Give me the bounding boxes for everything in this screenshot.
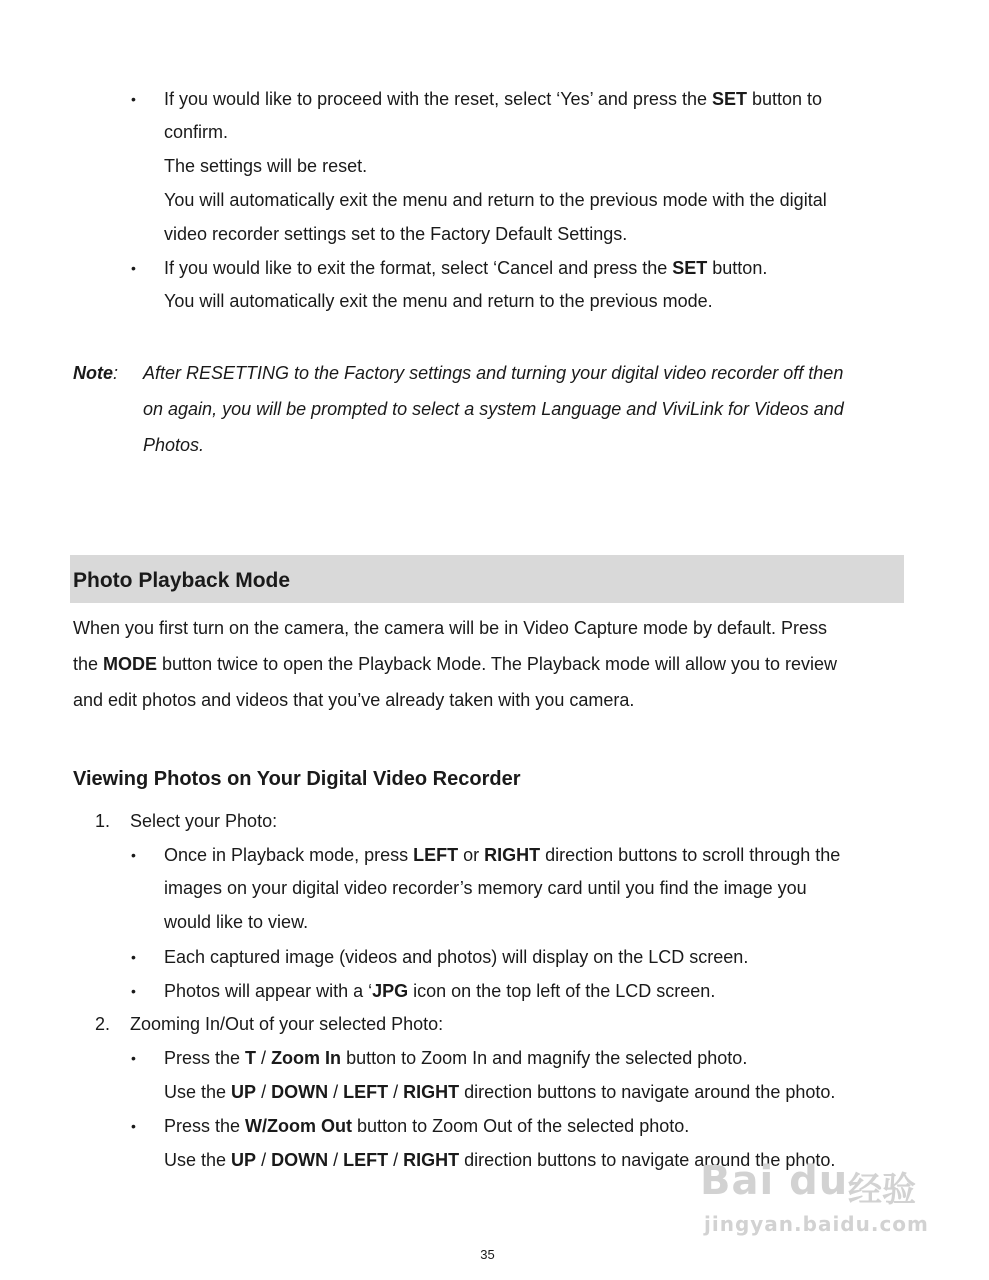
text-run: would like to view. — [164, 912, 309, 932]
text-run: button twice to open the Playback Mode. The Playback mode will allow you to review — [157, 654, 838, 674]
text-run: / — [328, 1150, 344, 1170]
text-run: You will automatically exit the menu and return to the previous mode with the digital — [164, 190, 827, 210]
bold-term: W/Zoom Out — [245, 1116, 353, 1136]
watermark-brand: Bai du — [700, 1158, 849, 1204]
text-run: If you would like to exit the format, select ‘Cancel and press the — [164, 258, 673, 278]
text-line — [164, 1115, 689, 1137]
text-line — [164, 844, 840, 866]
text-line — [164, 911, 308, 933]
text-line — [164, 946, 748, 968]
text-line — [164, 877, 807, 899]
bold-term: SET — [711, 89, 747, 109]
text-run: Press the — [164, 1048, 246, 1068]
bold-term: LEFT — [343, 1082, 389, 1102]
text-run: button to Zoom In and magnify the selected photo. — [341, 1048, 748, 1068]
bold-term: SET — [672, 258, 708, 278]
text-run: button to — [747, 89, 823, 109]
bullet: • — [131, 847, 136, 863]
text-run: The settings will be reset. — [164, 156, 368, 176]
text-run: / — [256, 1048, 272, 1068]
text-run: the — [73, 654, 104, 674]
text-run: / — [256, 1150, 272, 1170]
text-run: When you first turn on the camera, the camera will be in Video Capture mode by default. Press — [73, 618, 828, 638]
text-line — [73, 653, 837, 675]
note-label: Note: — [73, 363, 119, 383]
bold-term: JPG — [372, 981, 409, 1001]
text-run: button. — [707, 258, 768, 278]
text-run: or — [458, 845, 485, 865]
text-run: Use the — [164, 1150, 232, 1170]
bold-term: RIGHT — [484, 845, 541, 865]
text-line — [164, 223, 627, 245]
bullet: • — [131, 949, 136, 965]
bold-term: RIGHT — [403, 1150, 460, 1170]
bold-term: LEFT — [343, 1150, 389, 1170]
bold-term: T — [245, 1048, 257, 1068]
text-line — [164, 1047, 747, 1069]
bold-term: UP — [231, 1082, 257, 1102]
text-run: confirm. — [164, 122, 229, 142]
text-run: You will automatically exit the menu and return to the previous mode. — [164, 291, 713, 311]
bold-term: UP — [231, 1150, 257, 1170]
text-run: video recorder settings set to the Factory Default Settings. — [164, 224, 628, 244]
subsection-title: Viewing Photos on Your Digital Video Recorder — [73, 768, 521, 790]
bold-term: DOWN — [271, 1082, 329, 1102]
text-line — [164, 257, 767, 279]
note-text-line: After RESETTING to the Factory settings and turning your digital video recorder off then — [143, 363, 844, 383]
bullet: • — [131, 260, 136, 276]
section-title: Photo Playback Mode — [73, 569, 291, 592]
bullet: • — [131, 1050, 136, 1066]
text-run: If you would like to proceed with the reset, select ‘Yes’ and press the — [164, 89, 712, 109]
text-line — [73, 689, 634, 711]
text-run: / — [388, 1150, 404, 1170]
text-line — [164, 88, 822, 110]
bold-term: MODE — [103, 654, 158, 674]
bullet: • — [131, 983, 136, 999]
text-run: direction buttons to navigate around the photo. — [459, 1082, 836, 1102]
baidu-watermark — [700, 1140, 940, 1250]
text-run: and edit photos and videos that you’ve already taken with you camera. — [73, 690, 635, 710]
step-number: 2. — [95, 1014, 111, 1034]
note-text-line: on again, you will be prompted to select a system Language and ViviLink for Videos and — [143, 399, 844, 419]
text-run: Once in Playback mode, press — [164, 845, 414, 865]
step-label: Zooming In/Out of your selected Photo: — [130, 1014, 444, 1034]
watermark-url: jingyan.baidu.com — [704, 1212, 929, 1236]
text-run: Photos will appear with a ‘ — [164, 981, 373, 1001]
text-run: Use the — [164, 1082, 232, 1102]
bold-term: DOWN — [271, 1150, 329, 1170]
text-run: direction buttons to scroll through the — [540, 845, 841, 865]
step-label: Select your Photo: — [130, 811, 278, 831]
bold-term: Zoom In — [271, 1048, 342, 1068]
text-run: Each captured image (videos and photos) will display on the LCD screen. — [164, 947, 749, 967]
bold-term: RIGHT — [403, 1082, 460, 1102]
bullet: • — [131, 91, 136, 107]
text-line — [73, 617, 827, 639]
bold-term: LEFT — [413, 845, 459, 865]
text-run: icon on the top left of the LCD screen. — [408, 981, 716, 1001]
text-run: / — [256, 1082, 272, 1102]
text-line — [164, 121, 228, 143]
text-line — [164, 290, 713, 312]
text-run: direction buttons to navigate around the photo. — [459, 1150, 836, 1170]
text-run: / — [328, 1082, 344, 1102]
text-run: Press the — [164, 1116, 246, 1136]
page-number: 35 — [480, 1247, 495, 1262]
text-run: / — [388, 1082, 404, 1102]
note-text-line: Photos. — [143, 435, 205, 455]
text-line — [164, 980, 715, 1002]
text-line — [164, 155, 367, 177]
text-line — [164, 1081, 835, 1103]
text-run: button to Zoom Out of the selected photo. — [352, 1116, 690, 1136]
bullet: • — [131, 1118, 136, 1134]
text-run: images on your digital video recorder’s memory card until you find the image you — [164, 878, 807, 898]
step-number: 1. — [95, 811, 111, 831]
text-line — [164, 189, 827, 211]
watermark-cn: 经验 — [848, 1170, 916, 1210]
